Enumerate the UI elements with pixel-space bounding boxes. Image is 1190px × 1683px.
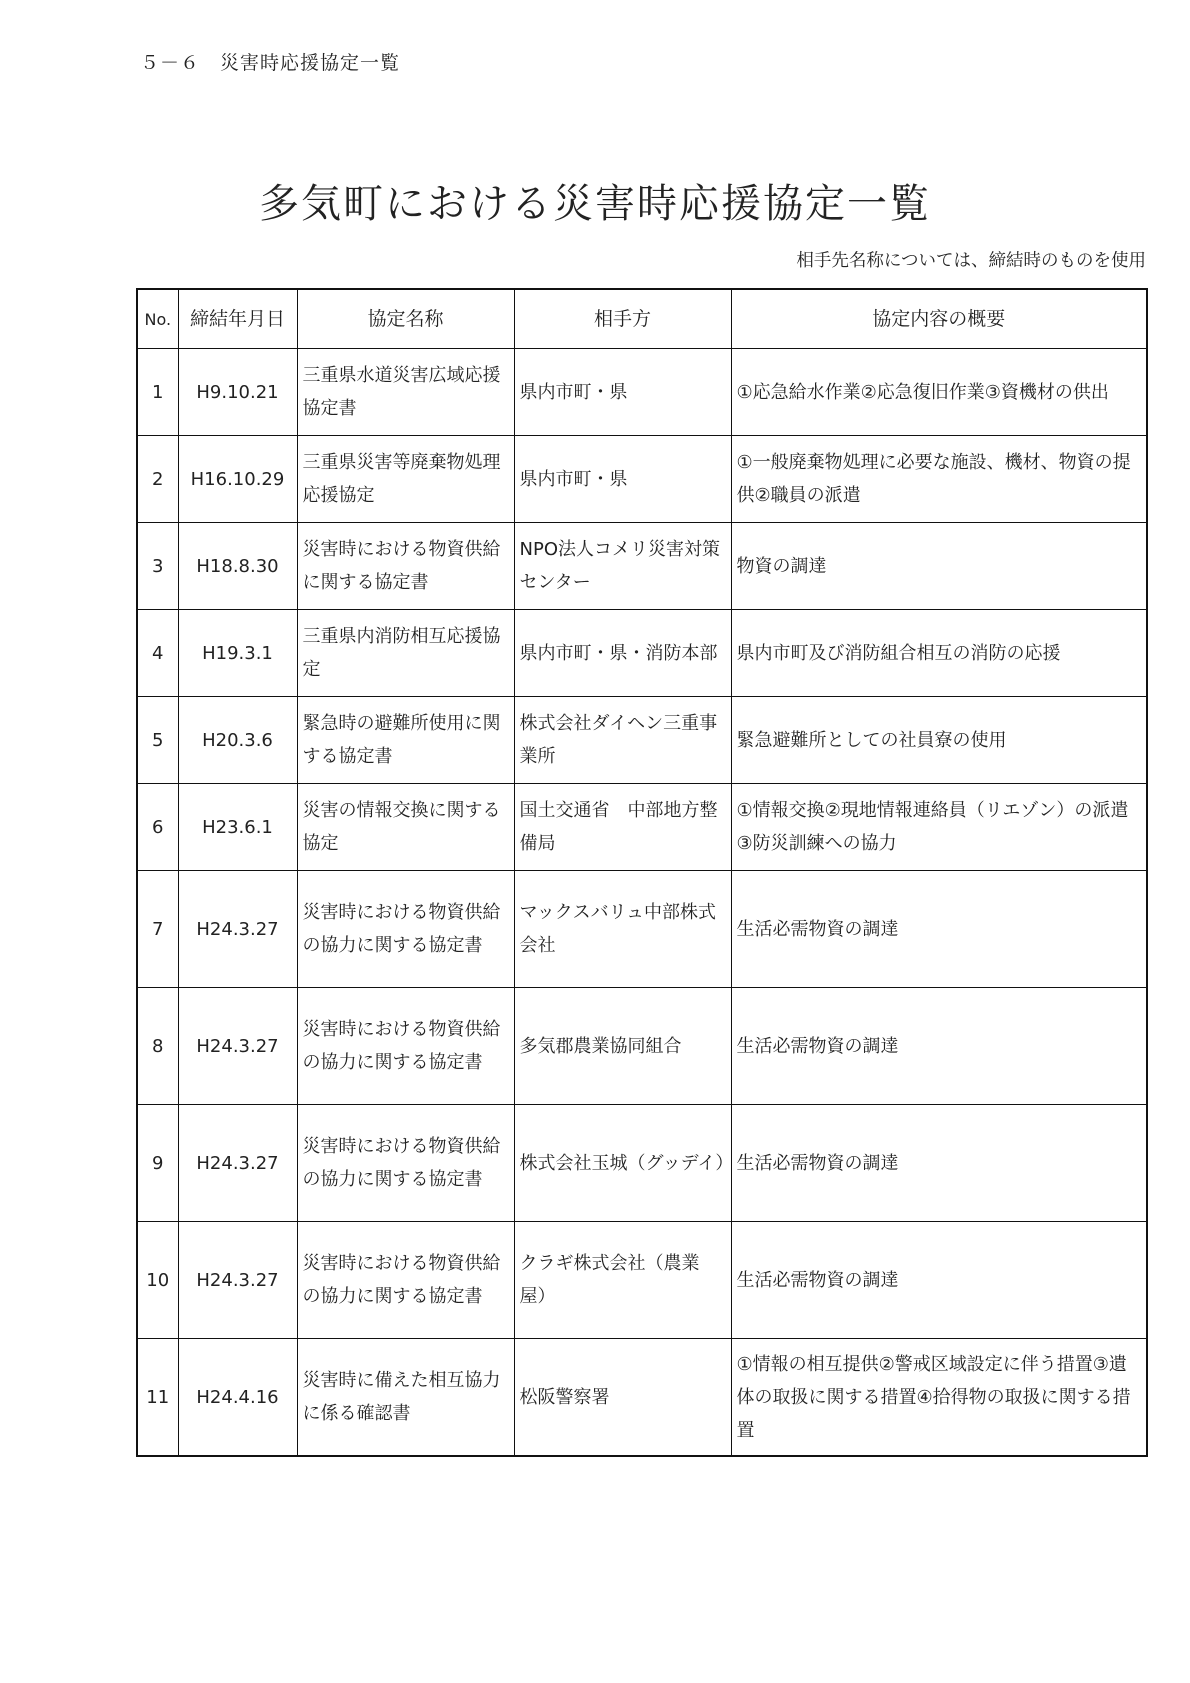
row-party: 国土交通省 中部地方整備局 — [514, 784, 731, 871]
header-summary: 協定内容の概要 — [731, 289, 1147, 349]
page-title: 多気町における災害時応援協定一覧 — [259, 181, 931, 227]
table-row — [137, 610, 1147, 697]
row-agreement-name: 災害時における物資供給の協力に関する協定書 — [297, 871, 514, 988]
table-row — [137, 436, 1147, 523]
row-party: 県内市町・県・消防本部 — [514, 610, 731, 697]
row-summary: 生活必需物資の調達 — [731, 1105, 1147, 1222]
row-date: H9.10.21 — [178, 349, 297, 436]
row-agreement-name: 災害時における物資供給の協力に関する協定書 — [297, 1105, 514, 1222]
row-summary: ①応急給水作業②応急復旧作業③資機材の供出 — [731, 349, 1147, 436]
row-agreement-name: 災害時における物資供給に関する協定書 — [297, 523, 514, 610]
row-no: 3 — [137, 523, 178, 610]
row-agreement-name: 災害の情報交換に関する協定 — [297, 784, 514, 871]
section-header: ５－６ 災害時応援協定一覧 — [140, 52, 401, 74]
row-agreement-name: 三重県水道災害広域応援協定書 — [297, 349, 514, 436]
row-summary: ①一般廃棄物処理に必要な施設、機材、物資の提供②職員の派遣 — [731, 436, 1147, 523]
row-date: H24.3.27 — [178, 1222, 297, 1339]
header-party: 相手方 — [514, 289, 731, 349]
table-row — [137, 697, 1147, 784]
row-agreement-name: 三重県内消防相互応援協定 — [297, 610, 514, 697]
row-date: H24.4.16 — [178, 1339, 297, 1457]
row-no: 11 — [137, 1339, 178, 1457]
row-no: 10 — [137, 1222, 178, 1339]
row-date: H20.3.6 — [178, 697, 297, 784]
row-party: 松阪警察署 — [514, 1339, 731, 1457]
row-agreement-name: 緊急時の避難所使用に関する協定書 — [297, 697, 514, 784]
row-summary: 物資の調達 — [731, 523, 1147, 610]
row-agreement-name: 三重県災害等廃棄物処理応援協定 — [297, 436, 514, 523]
row-party: マックスバリュ中部株式会社 — [514, 871, 731, 988]
row-party: 多気郡農業協同組合 — [514, 988, 731, 1105]
agreements-table — [136, 288, 1148, 1457]
row-agreement-name: 災害時における物資供給の協力に関する協定書 — [297, 1222, 514, 1339]
row-no: 9 — [137, 1105, 178, 1222]
row-agreement-name: 災害時に備えた相互協力に係る確認書 — [297, 1339, 514, 1457]
row-summary: 緊急避難所としての社員寮の使用 — [731, 697, 1147, 784]
table-row — [137, 1339, 1147, 1457]
row-party: 株式会社ダイヘン三重事業所 — [514, 697, 731, 784]
row-summary: ①情報交換②現地情報連絡員（リエゾン）の派遣③防災訓練への協力 — [731, 784, 1147, 871]
header-agreement-name: 協定名称 — [297, 289, 514, 349]
row-no: 2 — [137, 436, 178, 523]
row-summary: 生活必需物資の調達 — [731, 1222, 1147, 1339]
table-row — [137, 1222, 1147, 1339]
row-no: 4 — [137, 610, 178, 697]
header-no: No. — [137, 289, 178, 349]
row-no: 8 — [137, 988, 178, 1105]
name-usage-note: 相手先名称については、締結時のものを使用 — [796, 251, 1146, 271]
row-date: H23.6.1 — [178, 784, 297, 871]
row-summary: ①情報の相互提供②警戒区域設定に伴う措置③遺体の取扱に関する措置④拾得物の取扱に関する措置 — [731, 1339, 1147, 1457]
table-row — [137, 988, 1147, 1105]
row-date: H19.3.1 — [178, 610, 297, 697]
row-date: H24.3.27 — [178, 1105, 297, 1222]
row-date: H24.3.27 — [178, 871, 297, 988]
table-row — [137, 1105, 1147, 1222]
row-summary: 生活必需物資の調達 — [731, 988, 1147, 1105]
row-no: 6 — [137, 784, 178, 871]
row-no: 7 — [137, 871, 178, 988]
row-party: 県内市町・県 — [514, 436, 731, 523]
row-party: 株式会社玉城（グッデイ） — [514, 1105, 731, 1222]
row-no: 5 — [137, 697, 178, 784]
table-row — [137, 871, 1147, 988]
row-date: H18.8.30 — [178, 523, 297, 610]
header-date: 締結年月日 — [178, 289, 297, 349]
row-date: H24.3.27 — [178, 988, 297, 1105]
row-party: クラギ株式会社（農業屋） — [514, 1222, 731, 1339]
row-no: 1 — [137, 349, 178, 436]
row-party: 県内市町・県 — [514, 349, 731, 436]
table-row — [137, 784, 1147, 871]
row-party: NPO法人コメリ災害対策センター — [514, 523, 731, 610]
table-row — [137, 523, 1147, 610]
table-header-row — [137, 289, 1147, 349]
row-date: H16.10.29 — [178, 436, 297, 523]
table-row — [137, 349, 1147, 436]
row-summary: 県内市町及び消防組合相互の消防の応援 — [731, 610, 1147, 697]
row-agreement-name: 災害時における物資供給の協力に関する協定書 — [297, 988, 514, 1105]
row-summary: 生活必需物資の調達 — [731, 871, 1147, 988]
